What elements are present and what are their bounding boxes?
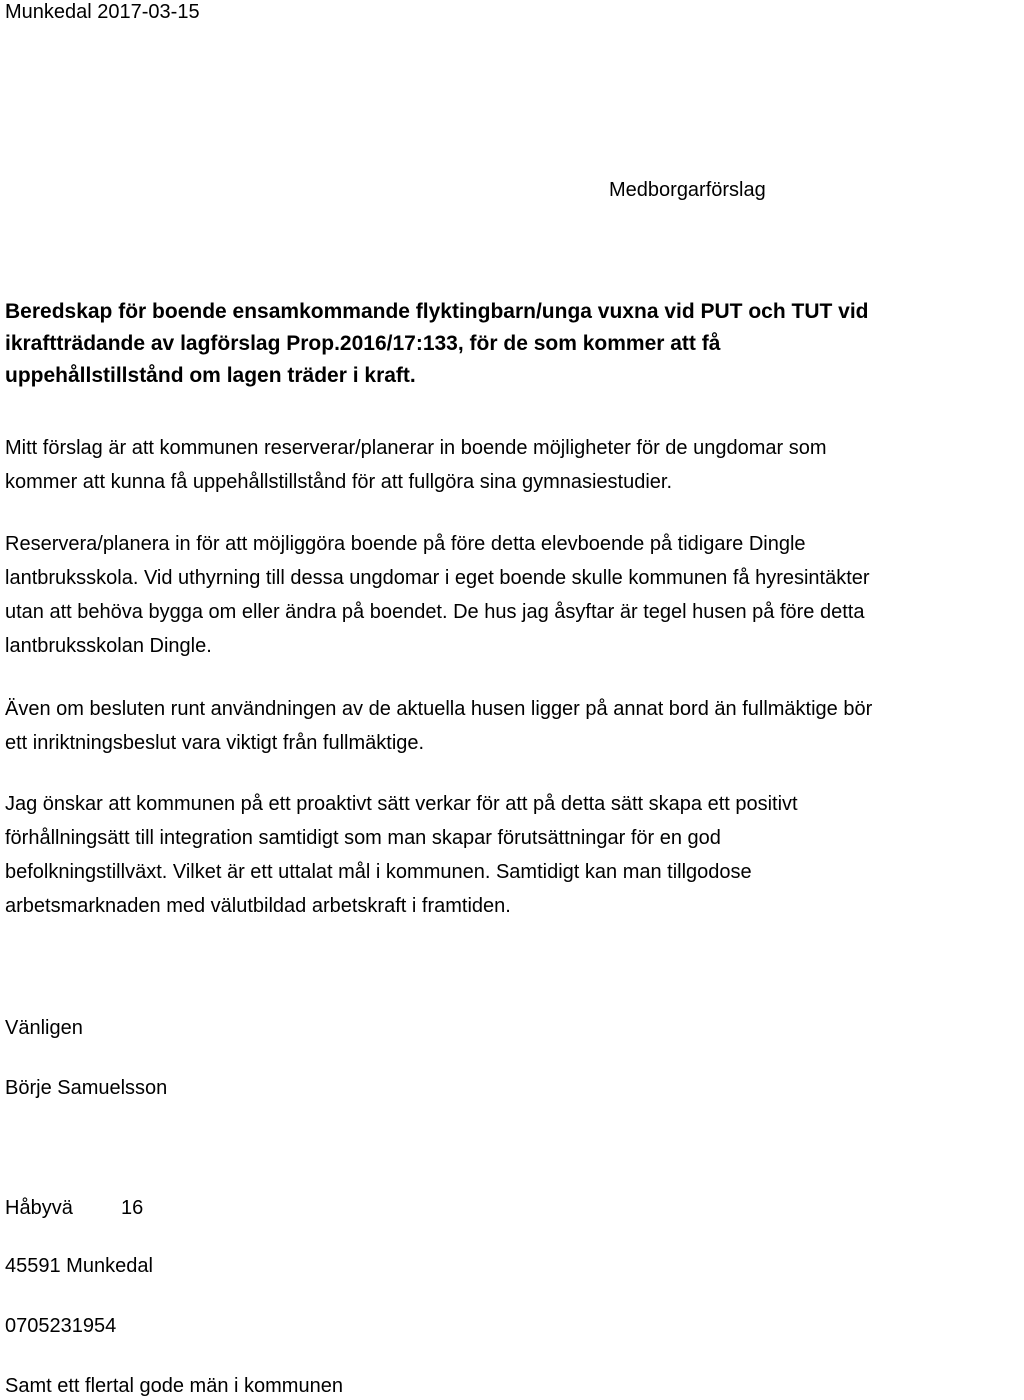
paragraph-line: förhållningsätt till integration samtidigt som man skapar förutsättningar för en god [5, 827, 721, 849]
paragraph-line: lantbruksskolan Dingle. [5, 635, 212, 657]
heading-line: uppehållstillstånd om lagen träder i kraft. [5, 364, 416, 387]
paragraph-line: lantbruksskola. Vid uthyrning till dessa ungdomar i eget boende skulle kommunen få hyresintäkter [5, 567, 870, 589]
paragraph-line: Mitt förslag är att kommunen reserverar/planerar in boende möjligheter för de ungdomar som [5, 437, 827, 459]
heading-line: Beredskap för boende ensamkommande flyktingbarn/unga vuxna vid PUT och TUT vid [5, 300, 869, 323]
postscript-line: Samt ett flertal gode män i kommunen [5, 1375, 343, 1397]
paragraph-line: Jag önskar att kommunen på ett proaktivt sätt verkar för att på detta sätt skapa ett positivt [5, 793, 798, 815]
date-line: Munkedal 2017-03-15 [5, 1, 200, 23]
paragraph-line: befolkningstillväxt. Vilket är ett uttalat mål i kommunen. Samtidigt kan man tillgodose [5, 861, 752, 883]
paragraph-line: Även om besluten runt användningen av de aktuella husen ligger på annat bord än fullmäktige bör [5, 698, 873, 720]
paragraph-line: ett inriktningsbeslut vara viktigt från fullmäktige. [5, 732, 425, 754]
document-category: Medborgarförslag [609, 179, 766, 201]
heading-line: ikraftträdande av lagförslag Prop.2016/17:133, för de som kommer att få [5, 332, 721, 355]
address-street: Håbyvä [5, 1197, 73, 1219]
signature-name: Börje Samuelsson [5, 1077, 168, 1099]
phone-number: 0705231954 [5, 1315, 117, 1337]
paragraph-line: utan att behöva bygga om eller ändra på boendet. De hus jag åsyftar är tegel husen på före detta [5, 601, 865, 623]
paragraph-line: Reservera/planera in för att möjliggöra boende på före detta elevboende på tidigare Dingle [5, 533, 806, 555]
paragraph-line: arbetsmarknaden med välutbildad arbetskraft i framtiden. [5, 895, 511, 917]
closing-line: Vänligen [5, 1017, 83, 1039]
paragraph-line: kommer att kunna få uppehållstillstånd för att fullgöra sina gymnasiestudier. [5, 471, 673, 493]
address-number: 16 [121, 1197, 144, 1219]
address-postal: 45591 Munkedal [5, 1255, 153, 1277]
